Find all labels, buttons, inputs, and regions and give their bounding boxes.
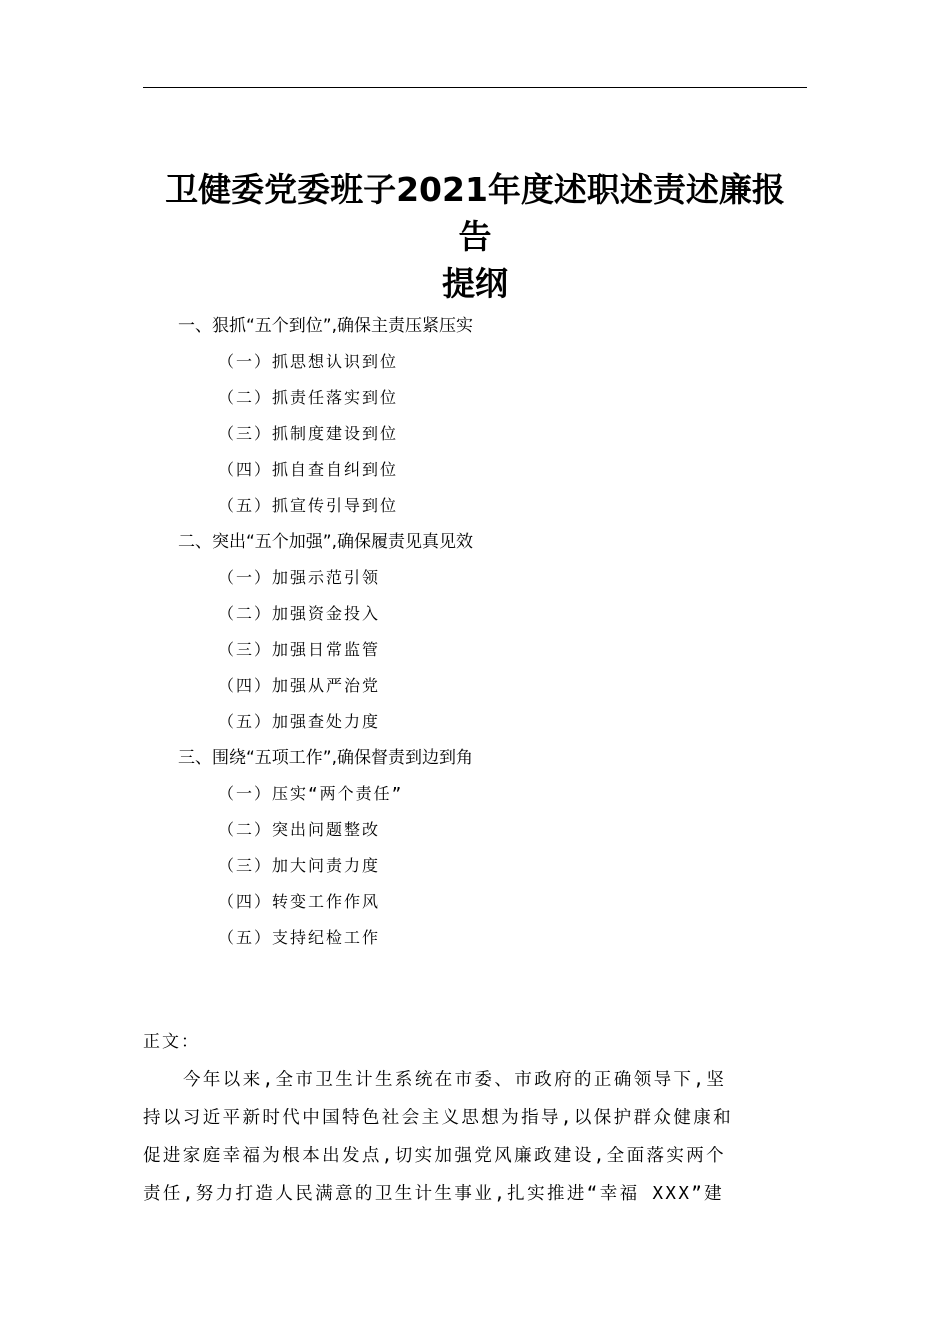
title-line-2: 告 xyxy=(458,217,492,256)
body-line: 持以习近平新时代中国特色社会主义思想为指导,以保护群众健康和 xyxy=(143,1108,734,1128)
title-line-3: 提纲 xyxy=(442,264,508,303)
outline-item: （三）抓制度建设到位 xyxy=(218,424,399,443)
document-title xyxy=(143,166,807,307)
body-line: 促进家庭幸福为根本出发点,切实加强党风廉政建设,全面落实两个 xyxy=(143,1146,727,1166)
section-heading: 三、围绕“五项工作”,确保督责到边到角 xyxy=(178,748,474,768)
section-heading: 二、突出“五个加强”,确保履责见真见效 xyxy=(178,532,474,552)
outline-item: （五）支持纪检工作 xyxy=(218,928,381,947)
outline-section xyxy=(0,740,950,956)
outline-item: （四）抓自查自纠到位 xyxy=(218,460,399,479)
outline-item: （二）加强资金投入 xyxy=(218,604,381,623)
body-label: 正文： xyxy=(143,1032,200,1052)
outline-item: （五）抓宣传引导到位 xyxy=(218,496,399,515)
outline-item: （一）压实“两个责任” xyxy=(218,784,404,803)
outline-item: （三）加大问责力度 xyxy=(218,856,381,875)
body-line: 责任,努力打造人民满意的卫生计生事业,扎实推进“幸福 XXX”建 xyxy=(143,1184,725,1204)
section-heading: 一、狠抓“五个到位”,确保主责压紧压实 xyxy=(178,316,474,336)
outline-item: （一）抓思想认识到位 xyxy=(218,352,399,371)
header-rule xyxy=(143,87,807,88)
outline-item: （四）加强从严治党 xyxy=(218,676,381,695)
outline-item: （四）转变工作作风 xyxy=(218,892,381,911)
outline-item: （一）加强示范引领 xyxy=(218,568,381,587)
body-line: 今年以来,全市卫生计生系统在市委、市政府的正确领导下,坚 xyxy=(183,1070,727,1090)
outline-section xyxy=(0,308,950,524)
body-text xyxy=(143,1023,807,1213)
outline-item: （二）抓责任落实到位 xyxy=(218,388,399,407)
outline xyxy=(0,308,950,956)
outline-section xyxy=(0,524,950,740)
outline-item: （三）加强日常监管 xyxy=(218,640,381,659)
outline-item: （五）加强查处力度 xyxy=(218,712,381,731)
outline-item: （二）突出问题整改 xyxy=(218,820,381,839)
title-line-1: 卫健委党委班子2021年度述职述责述廉报 xyxy=(165,170,785,209)
